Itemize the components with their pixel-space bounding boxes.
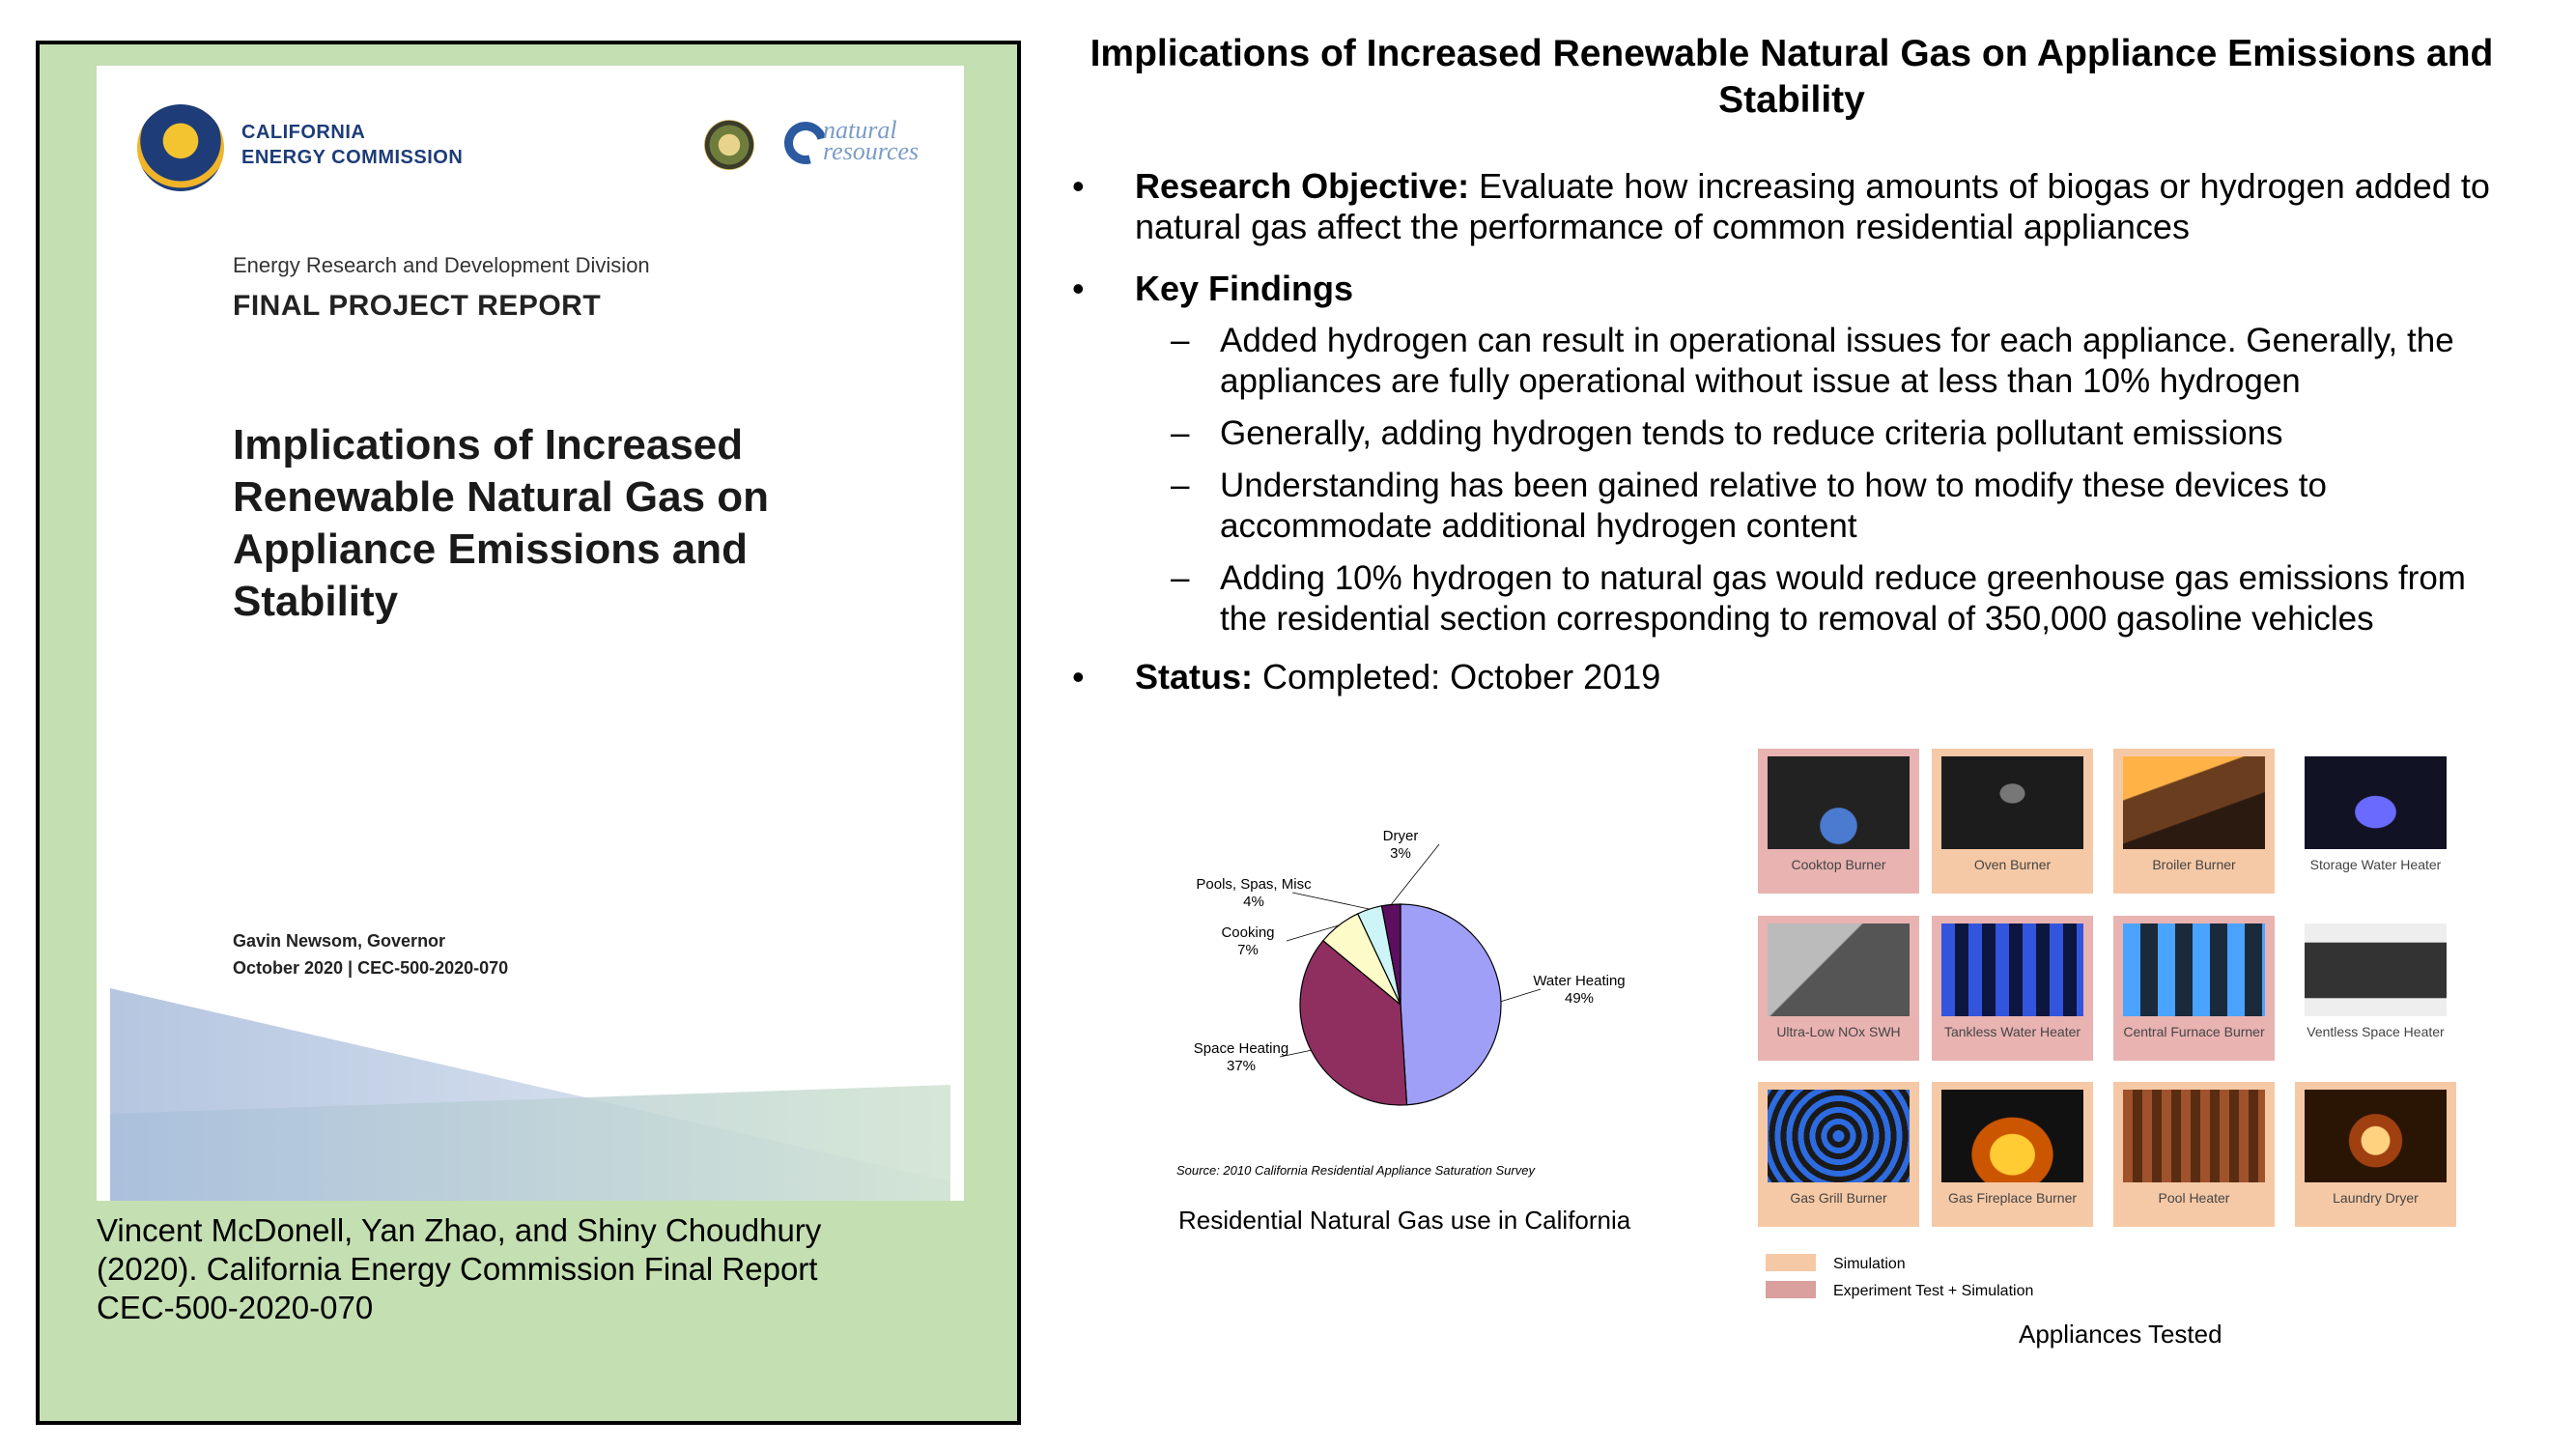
pie-chart-source: Source: 2010 California Residential Appliance Saturation Survey — [1176, 1163, 1535, 1178]
natural-resources-logo-text — [823, 116, 920, 165]
bullet-glyph: • — [1072, 269, 1085, 308]
appliance-label: Cooktop Burner — [1791, 857, 1886, 872]
pie-slice-name-label: Cooking — [1221, 924, 1275, 941]
pie-slice-percent-label: 37% — [1226, 1058, 1257, 1074]
finding-line: the residential section corresponding to removal of 350,000 gasoline vehicles — [1220, 600, 2374, 638]
appliance-label: Oven Burner — [1973, 857, 2052, 872]
appliance-photo — [2305, 923, 2447, 1016]
legend-label-simulation: Simulation — [1833, 1256, 1906, 1272]
appliance-tile — [1932, 749, 2093, 894]
status-text: Completed: October 2019 — [1253, 657, 1661, 696]
finding-item — [1220, 466, 2524, 547]
california-seal-icon — [704, 120, 754, 170]
appliance-photo — [2123, 923, 2265, 1016]
pie-slice-percent-label: 4% — [1243, 894, 1264, 910]
appliance-photo — [1768, 1090, 1910, 1182]
cover-division: Energy Research and Development Division — [233, 253, 650, 277]
appliance-tile — [1932, 916, 2093, 1061]
appliance-label: Ultra-Low NOx SWH — [1776, 1024, 1901, 1039]
appliance-tile — [1758, 1082, 1919, 1227]
appliance-photo — [1941, 756, 2083, 849]
report-cover-panel — [36, 41, 1021, 1425]
cover-title: Implications of Increased Renewable Natural Gas on Appliance Emissions and Stability — [233, 421, 770, 625]
citation-line1: Vincent McDonell, Yan Zhao, and Shiny Choudhury — [97, 1212, 822, 1248]
appliance-label: Ventless Space Heater — [2307, 1024, 2445, 1039]
pie-chart — [1140, 811, 1661, 1198]
cec-agency-name — [241, 120, 463, 170]
dash-glyph: – — [1171, 467, 1190, 504]
appliance-photo — [2123, 756, 2265, 849]
agency-name-line1: CALIFORNIA — [241, 122, 366, 143]
finding-line: accommodate additional hydrogen content — [1220, 507, 1857, 545]
legend-label-experiment: Experiment Test + Simulation — [1833, 1283, 2034, 1299]
bullet-glyph: • — [1072, 166, 1085, 206]
appliance-tile — [1758, 749, 1919, 894]
appliance-label: Central Furnace Burner — [2123, 1024, 2265, 1039]
appliance-label: Broiler Burner — [2152, 857, 2236, 872]
cover-report-type: FINAL PROJECT REPORT — [233, 290, 602, 322]
finding-item — [1220, 558, 2524, 639]
dash-glyph: – — [1171, 559, 1190, 597]
pie-slice-percent-label: 7% — [1237, 942, 1259, 958]
finding-line: Understanding has been gained relative to how to modify these devices to — [1220, 467, 2327, 504]
dash-glyph: – — [1171, 322, 1190, 359]
report-cover-image — [97, 66, 964, 1201]
appliance-tile — [2113, 916, 2275, 1061]
finding-line: appliances are fully operational without issue at less than 10% hydrogen — [1220, 362, 2301, 400]
appliance-label: Gas Fireplace Burner — [1947, 1190, 2078, 1206]
finding-item — [1220, 321, 2524, 402]
status-bullet — [1135, 657, 2526, 697]
appliance-tile — [2295, 916, 2456, 1061]
appliance-tile — [1758, 916, 1919, 1061]
agency-name-line2: ENERGY COMMISSION — [241, 147, 464, 168]
appliance-label: Laundry Dryer — [2333, 1190, 2419, 1206]
cover-date-line: October 2020 | CEC-500-2020-070 — [233, 958, 509, 978]
appliance-tile — [1932, 1082, 2093, 1227]
pie-slice-percent-label: 3% — [1390, 845, 1411, 862]
appliance-photo — [2305, 756, 2447, 849]
finding-line: Adding 10% hydrogen to natural gas would reduce greenhouse gas emissions from — [1220, 559, 2466, 597]
pie-leader-line — [1292, 893, 1370, 909]
appliance-label: Pool Heater — [2158, 1190, 2230, 1206]
appliance-photo — [1768, 923, 1910, 1016]
appliance-photo — [2305, 1090, 2447, 1182]
objective-bullet — [1135, 166, 2526, 247]
status-label: Status: — [1135, 657, 1254, 696]
pie-slice-name-label: Dryer — [1382, 828, 1419, 844]
pie-slice-name-label: Water Heating — [1533, 973, 1626, 989]
slide-title: Implications of Increased Renewable Natural Gas on Appliance Emissions and Stability — [1090, 33, 2494, 121]
cec-seal-icon — [137, 104, 224, 191]
cover-wave-graphic — [110, 988, 950, 1201]
findings-label — [1135, 269, 2526, 309]
appliance-photo — [1941, 923, 2083, 1016]
objective-label: Research Objective: — [1135, 166, 1470, 206]
appliance-photo — [1768, 756, 1910, 849]
appliance-tile — [2113, 1082, 2275, 1227]
legend-swatch-experiment — [1766, 1281, 1816, 1298]
citation-line2: (2020). California Energy Commission Final Report — [97, 1251, 818, 1287]
pie-chart-caption: Residential Natural Gas use in California — [1178, 1206, 1631, 1235]
pie-slice-name-label: Pools, Spas, Misc — [1196, 876, 1312, 893]
report-citation — [97, 1211, 966, 1327]
appliance-grid-caption: Appliances Tested — [2019, 1320, 2222, 1349]
objective-text-line2: natural gas affect the performance of common residential appliances — [1135, 207, 2190, 246]
appliance-tile — [2295, 749, 2456, 894]
pie-slice-water-heating — [1401, 904, 1501, 1105]
appliance-label: Tankless Water Heater — [1943, 1024, 2081, 1039]
pie-leader-line — [1501, 989, 1541, 1002]
pie-slice-percent-label: 49% — [1564, 990, 1595, 1007]
appliance-photo — [2123, 1090, 2265, 1182]
nr-line1: natural — [823, 116, 897, 144]
cover-governor: Gavin Newsom, Governor — [233, 931, 446, 951]
objective-text-line1: Evaluate how increasing amounts of biogas or hydrogen added to — [1469, 166, 2490, 206]
bullet-glyph: • — [1072, 657, 1085, 696]
appliance-label: Storage Water Heater — [2309, 857, 2442, 872]
finding-item — [1220, 413, 2524, 454]
finding-line: Added hydrogen can result in operational issues for each appliance. Generally, the — [1220, 322, 2454, 359]
appliance-label: Gas Grill Burner — [1790, 1190, 1887, 1206]
pie-slice-name-label: Space Heating — [1193, 1040, 1289, 1057]
citation-line3: CEC-500-2020-070 — [97, 1290, 374, 1325]
finding-line: Generally, adding hydrogen tends to reduce criteria pollutant emissions — [1220, 414, 2283, 452]
appliance-photo — [1941, 1090, 2083, 1182]
findings-label-text: Key Findings — [1135, 269, 1354, 308]
nr-line2: resources — [823, 137, 920, 165]
appliance-tile — [2113, 749, 2275, 894]
appliance-tile — [2295, 1082, 2456, 1227]
legend-swatch-simulation — [1766, 1254, 1816, 1271]
dash-glyph: – — [1171, 414, 1190, 452]
